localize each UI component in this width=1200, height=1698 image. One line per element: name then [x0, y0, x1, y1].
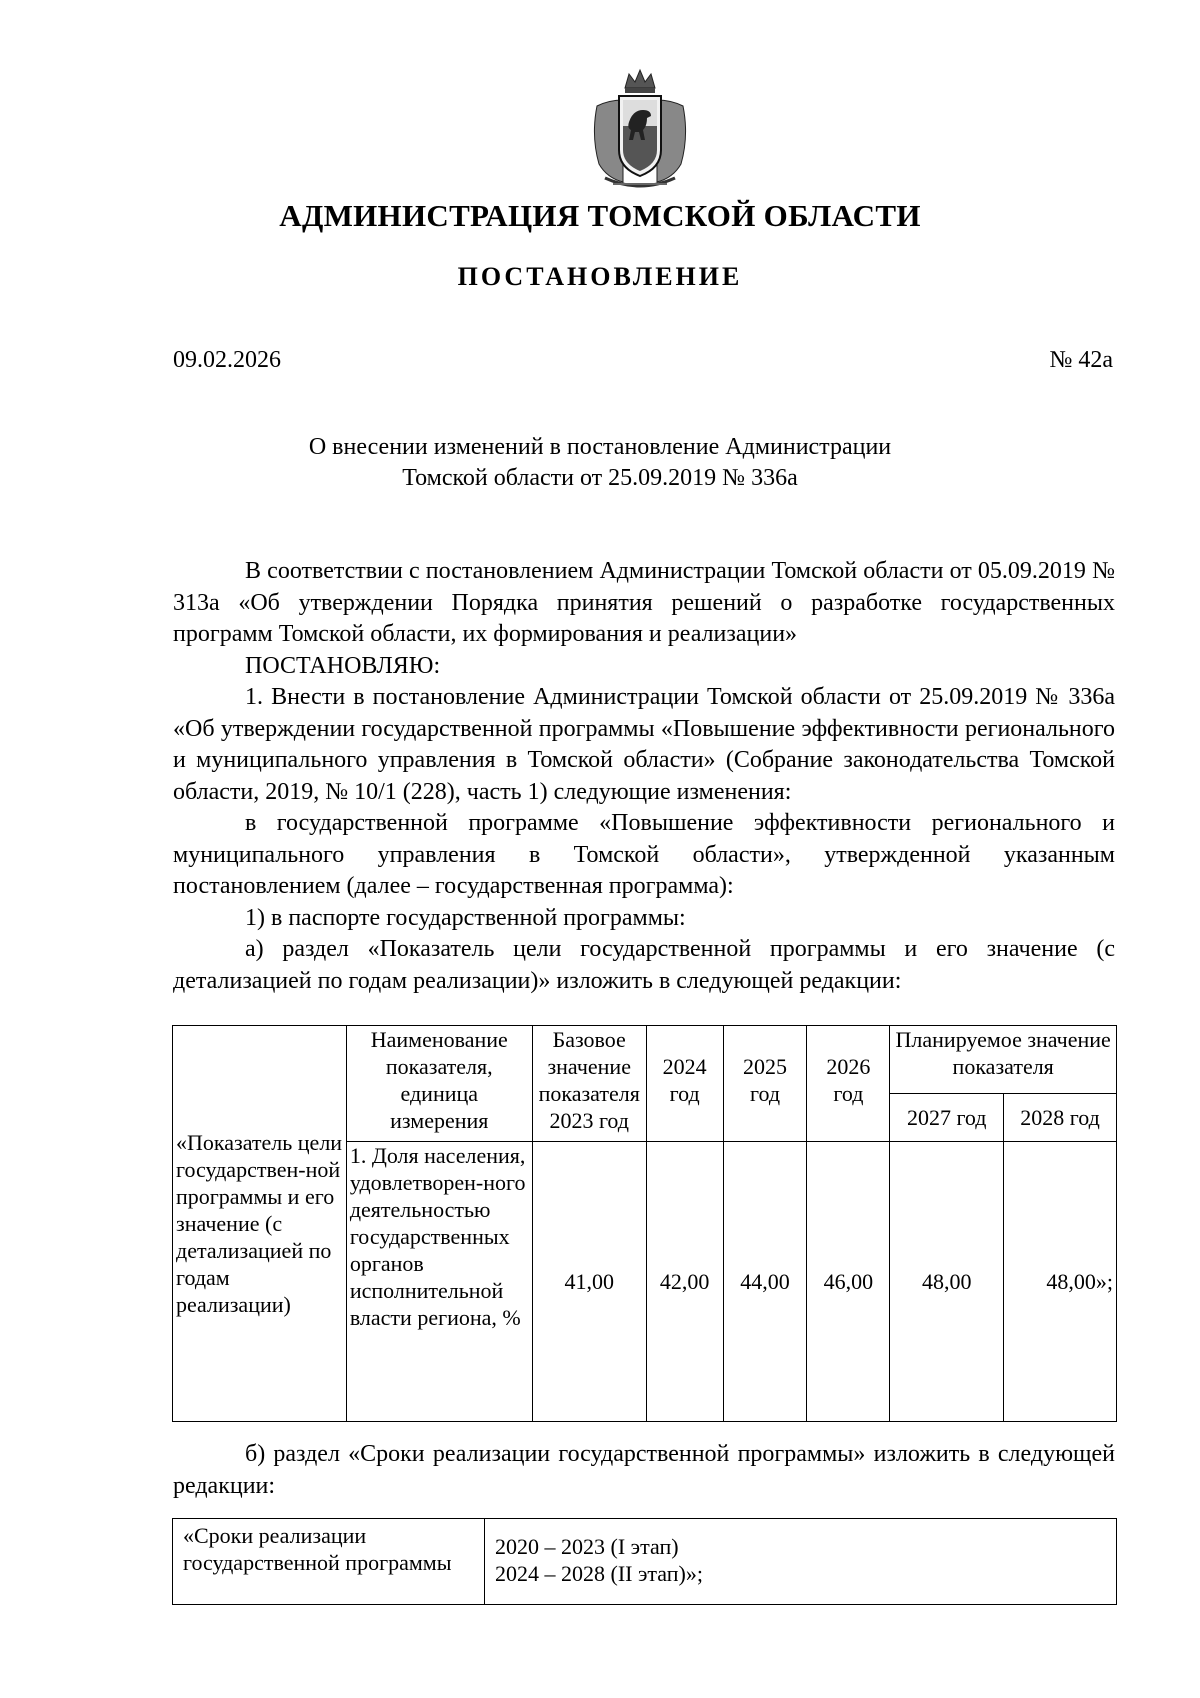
header-2026: 2026 год [807, 1026, 890, 1142]
document-date: 09.02.2026 [173, 347, 281, 373]
subclause-b-paragraph: б) раздел «Сроки реализации государственной программы» изложить в следующей редакции: [173, 1441, 1115, 1499]
document-subject [250, 432, 950, 494]
document-body-continued [173, 1439, 1115, 1502]
passport-paragraph: 1) в паспорте государственной программы: [245, 904, 686, 931]
terms-label-cell: «Сроки реализации государственной программы [173, 1519, 485, 1605]
header-planned-value: Планируемое значение показателя [890, 1026, 1117, 1094]
indicator-table [172, 1025, 1117, 1422]
program-paragraph: в государственной программе «Повышение эффективности регионального и муниципального управления в Томской области», утвержденной указанным постановлением (далее – государственная программа): [173, 810, 1115, 899]
subject-line-1: О внесении изменений в постановление Администрации [308, 434, 892, 460]
organization-title: АДМИНИСТРАЦИЯ ТОМСКОЙ ОБЛАСТИ [279, 198, 921, 233]
header-2028: 2028 год [1004, 1094, 1117, 1142]
terms-value-cell [485, 1519, 1117, 1605]
stage-2: 2024 – 2028 (II этап)»; [495, 1561, 703, 1586]
stage-1: 2020 – 2023 (I этап) [495, 1534, 679, 1559]
document-number: № 42а [1049, 347, 1113, 373]
section-label-cell: «Показатель цели государствен-ной программы и его значение (с детализацией по годам реализации) [173, 1026, 347, 1422]
value-2024-cell: 42,00 [646, 1142, 723, 1422]
header-2025: 2025 год [723, 1026, 807, 1142]
document-type: ПОСТАНОВЛЕНИЕ [457, 262, 743, 291]
header-indicator-name: Наименование показателя, единица измерения [346, 1026, 532, 1142]
preamble-paragraph: В соответствии с постановлением Администрации Томской области от 05.09.2019 № 313а «Об утверждении Порядка принятия решений о разработке государственных программ Томской области, их формирования и реализации» [173, 558, 1115, 647]
document-body [173, 556, 1115, 997]
subject-line-2: Томской области от 25.09.2019 № 336а [402, 465, 798, 491]
base-value-cell: 41,00 [532, 1142, 646, 1422]
resolve-heading: ПОСТАНОВЛЯЮ: [245, 652, 441, 679]
value-2028-cell: 48,00»; [1004, 1142, 1117, 1422]
coat-of-arms-icon [585, 66, 695, 194]
header-base-value: Базовое значение показателя 2023 год [532, 1026, 646, 1142]
clause-1-paragraph: 1. Внести в постановление Администрации Томской области от 25.09.2019 № 336а «Об утверждении государственной программы «Повышение эффективности регионального и муниципального управления в Томской области» (Собрание законодательства Томской области, 2019, № 10/1 (228), часть 1) следующие изменения: [173, 684, 1115, 805]
terms-table [172, 1518, 1117, 1605]
indicator-name-cell: 1. Доля населения, удовлетворен-ного деятельностью государственных органов исполнительной власти региона, % [346, 1142, 532, 1422]
value-2025-cell: 44,00 [723, 1142, 807, 1422]
header-2024: 2024 год [646, 1026, 723, 1142]
value-2027-cell: 48,00 [890, 1142, 1004, 1422]
subclause-a-paragraph: а) раздел «Показатель цели государственной программы и его значение (с детализацией по годам реализации)» изложить в следующей редакции: [173, 936, 1115, 994]
header-2027: 2027 год [890, 1094, 1004, 1142]
value-2026-cell: 46,00 [807, 1142, 890, 1422]
